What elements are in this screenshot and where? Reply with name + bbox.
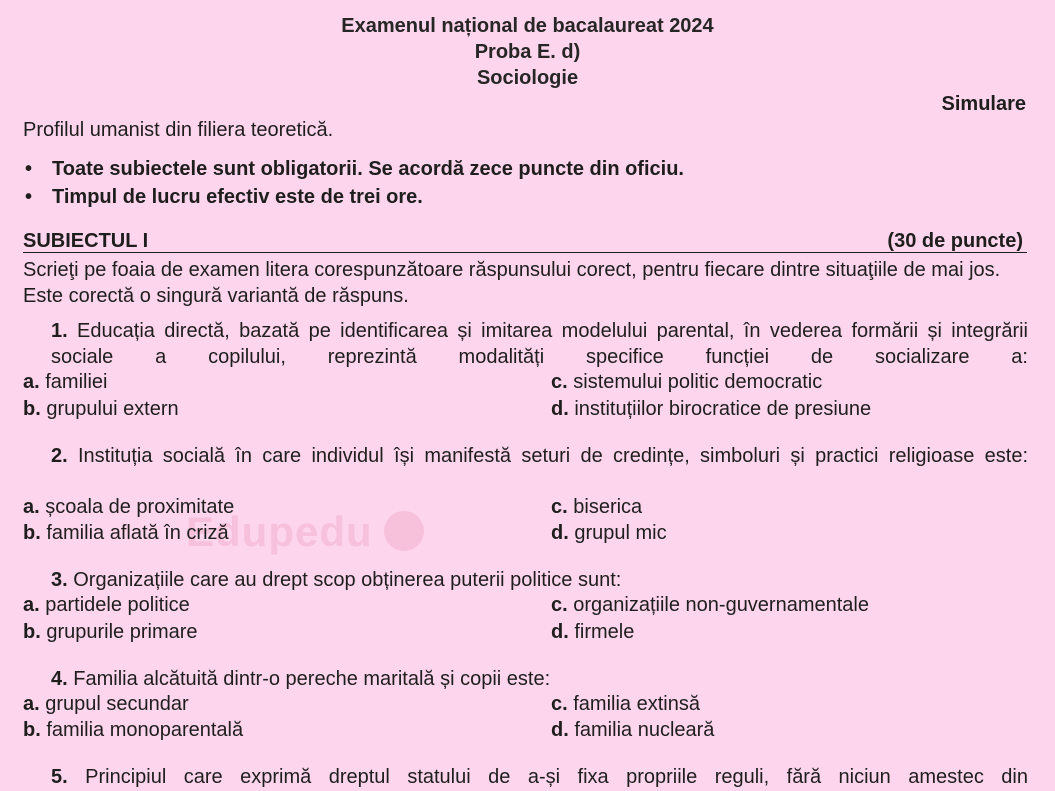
- option-c: c. biserica: [551, 496, 643, 518]
- question-number: 1.: [51, 320, 68, 342]
- option-c: c. familia extinsă: [551, 693, 700, 715]
- question-text: Familia alcătuită dintr-o pereche maritală și copii este:: [73, 668, 551, 690]
- option-b: b. familia monoparentală: [23, 719, 244, 741]
- section-points: (30 de puncte): [887, 230, 1023, 252]
- option-d: d. firmele: [551, 621, 635, 643]
- option-d: d. grupul mic: [551, 522, 667, 544]
- rule-item: • Timpul de lucru efectiv este de trei ore.: [23, 183, 684, 211]
- exam-header: [0, 13, 1055, 91]
- section-title: SUBIECTUL I: [23, 230, 149, 252]
- option-a: a. grupul secundar: [23, 693, 189, 715]
- question-2: [51, 443, 1028, 469]
- question-1: [51, 318, 1028, 370]
- option-b: b. grupurile primare: [23, 621, 198, 643]
- question-number: 4.: [51, 668, 68, 690]
- option-a: a. partidele politice: [23, 594, 190, 616]
- question-4: [51, 666, 1028, 692]
- option-d: d. instituțiilor birocratice de presiune: [551, 398, 872, 420]
- question-text: Instituția socială în care individul își manifestă seturi de credințe, simboluri și practici religioase este:: [77, 445, 1028, 467]
- question-text: Educația directă, bazată pe identificarea și imitarea modelului parental, în vederea formării și integrării sociale a copilului, reprezintă modalități specifice funcției de socializare a:: [51, 320, 1028, 368]
- exam-title: Examenul național de bacalaureat 2024: [341, 15, 714, 37]
- option-d: d. familia nucleară: [551, 719, 715, 741]
- question-text: Organizațiile care au drept scop obținerea puterii politice sunt:: [73, 569, 622, 591]
- question-text: Principiul care exprimă dreptul statului de a-și fixa propriile reguli, fără niciun amestec din: [85, 766, 1028, 788]
- rule-item: • Toate subiectele sunt obligatorii. Se acordă zece puncte din oficiu.: [23, 155, 684, 183]
- simulare-label: Simulare: [941, 93, 1026, 115]
- question-3: [51, 567, 1028, 593]
- option-b: b. familia aflată în criză: [23, 522, 229, 544]
- option-c: c. organizațiile non-guvernamentale: [551, 594, 869, 616]
- option-c: c. sistemului politic democratic: [551, 371, 823, 393]
- option-a: a. familiei: [23, 371, 108, 393]
- question-number: 5.: [51, 766, 68, 788]
- option-a: a. școala de proximitate: [23, 496, 235, 518]
- exam-subject: Sociologie: [476, 67, 579, 89]
- exam-proba: Proba E. d): [474, 41, 581, 63]
- watermark-logo: Edupedu: [186, 508, 373, 555]
- profile-text: Profilul umanist din filiera teoretică.: [23, 119, 334, 141]
- question-5: [51, 764, 1028, 790]
- section-heading: [23, 230, 1027, 253]
- option-b: b. grupului extern: [23, 398, 179, 420]
- watermark-badge-icon: [384, 511, 424, 551]
- instructions: Scrieţi pe foaia de examen litera corespunzătoare răspunsului corect, pentru fiecare dintre situaţiile de mai jos. Este corectă o singură variantă de răspuns.: [23, 259, 1001, 307]
- question-number: 2.: [51, 445, 68, 467]
- question-number: 3.: [51, 569, 68, 591]
- rules-list: [23, 155, 684, 211]
